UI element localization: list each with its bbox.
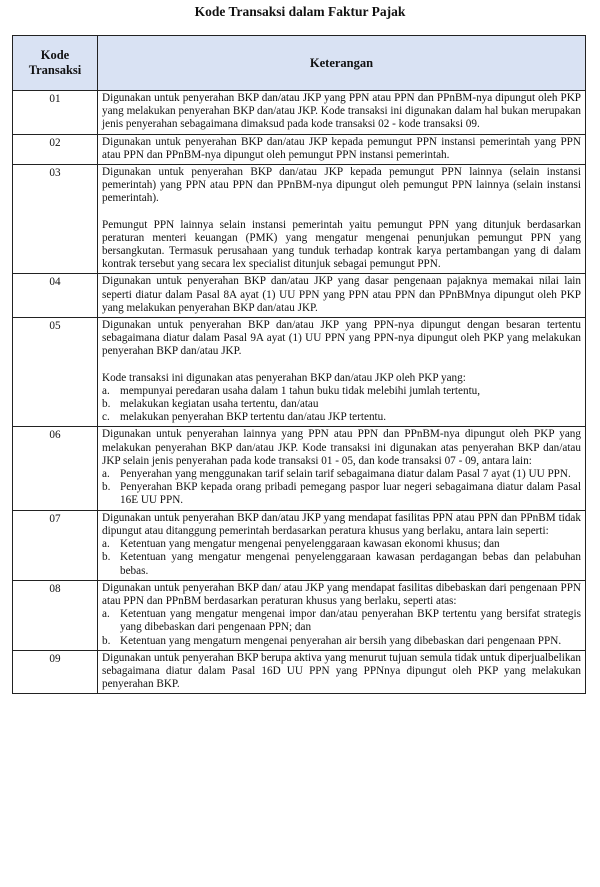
list-item-text: Ketentuan yang mengatur mengenai penyelenggaraan kawasan perdagangan bebas dan pelabuhan bebas. — [120, 551, 581, 577]
list-item — [102, 635, 581, 648]
transaction-description — [98, 165, 586, 274]
list-item-text: Ketentuan yang mengatur mengenai impor dan/atau penyerahan BKP tertentu yang bersifat strategis yang dibebaskan dari pengenaan PPN; dan — [120, 608, 581, 634]
description-list — [102, 608, 581, 648]
description-list — [102, 538, 581, 578]
description-paragraph: Digunakan untuk penyerahan BKP dan/atau JKP yang dasar pengenaan pajaknya memakai nilai lain seperti diatur dalam Pasal 8A ayat (1) UU PPN yang PPN atau PPN dan PPnBMnya dipungut oleh PKP yang melakukan penyerahan BKP dan/atau JKP. — [102, 275, 581, 314]
description-paragraph: Digunakan untuk penyerahan BKP dan/atau JKP yang PPN-nya dipungut dengan besaran tertentu sebagaimana diatur dalam Pasal 9A ayat (1) UU PPN yang PPN-nya dipungut oleh PKP yang melakukan penyerahan BKP dan/atau JKP. — [102, 319, 581, 358]
table-row — [13, 134, 586, 164]
paragraph-gap — [102, 359, 581, 372]
description-paragraph: Digunakan untuk penyerahan BKP dan/atau JKP yang mendapat fasilitas PPN atau PPN dan PPnBM tidak dipungut atau ditanggung pemerintah berdasarkan peratura khusus yang berlaku, antara lain seperti: — [102, 511, 581, 537]
list-item-text: mempunyai peredaran usaha dalam 1 tahun buku tidak melebihi jumlah tertentu, — [120, 384, 481, 397]
list-item-marker: a. — [102, 384, 110, 397]
table-row — [13, 318, 586, 427]
table-row — [13, 165, 586, 274]
description-paragraph: Pemungut PPN lainnya selain instansi pemerintah yaitu pemungut PPN yang ditunjuk berdasarkan peraturan menteri keuangan (PMK) yang mengatur mengenai penunjukan pemungut PPN yang bersangkutan. Termasuk perusahaan yang tunduk terhadap kontrak karya pertambangan yang di dalam kontrak tersebut yang secara lex specialist ditunjuk sebagai pemungut PPN. — [102, 218, 581, 271]
list-item-text: Penyerahan yang menggunakan tarif selain tarif sebagaimana diatur dalam Pasal 7 ayat (1) UU PPN. — [120, 468, 571, 481]
transaction-code: 03 — [13, 165, 98, 274]
list-item-text: Ketentuan yang mengatur mengenai penyelenggaraan kawasan ekonomi khusus; dan — [120, 538, 500, 551]
list-item-text: melakukan kegiatan usaha tertentu, dan/atau — [120, 398, 319, 411]
transaction-description — [98, 318, 586, 427]
list-item-text: melakukan penyerahan BKP tertentu dan/atau JKP tertentu. — [120, 411, 387, 424]
transaction-code: 08 — [13, 580, 98, 650]
table-row — [13, 427, 586, 510]
transaction-description — [98, 580, 586, 650]
list-item-marker: b. — [102, 634, 111, 647]
list-item-marker: a. — [102, 608, 110, 621]
list-item — [102, 468, 581, 481]
list-item-marker: b. — [102, 551, 111, 564]
transaction-code: 02 — [13, 134, 98, 164]
description-paragraph: Digunakan untuk penyerahan BKP dan/atau JKP yang PPN atau PPN dan PPnBM-nya dipungut oleh PKP yang melakukan penyerahan BKP dan/atau JKP. Kode transaksi ini digunakan dalam hal bukan merupakan jenis penyerahan sebagaimana dimaksud pada kode transaksi 02 - kode transaksi 09. — [102, 92, 581, 131]
table-body — [13, 91, 586, 694]
list-item — [102, 385, 581, 398]
transaction-code: 06 — [13, 427, 98, 510]
description-paragraph: Digunakan untuk penyerahan BKP dan/ atau JKP yang mendapat fasilitas dibebaskan dari pengenaan PPN atau PPN dan PPnBM berdasarkan peraturan khusus yang berlaku, seperti atas: — [102, 581, 581, 607]
header-code: Kode Transaksi — [13, 36, 98, 91]
list-item-text: Penyerahan BKP kepada orang pribadi pemegang paspor luar negeri sebagaimana diatur dalam Pasal 16E UU PPN. — [120, 481, 581, 507]
list-item — [102, 608, 581, 634]
document-title: Kode Transaksi dalam Faktur Pajak — [194, 4, 406, 19]
list-item — [102, 411, 581, 424]
description-paragraph: Digunakan untuk penyerahan BKP berupa aktiva yang menurut tujuan semula tidak untuk diperjualbelikan sebagaimana diatur dalam Pasal 16D UU PPN yang PPNnya dipungut oleh PKP yang melakukan penyerahan BKP. — [102, 651, 581, 691]
header-description: Keterangan — [98, 36, 586, 91]
transaction-code: 01 — [13, 91, 98, 135]
transaction-description — [98, 134, 586, 164]
table-row — [13, 274, 586, 318]
list-item — [102, 481, 581, 507]
list-item — [102, 398, 581, 411]
transaction-code: 09 — [13, 650, 98, 694]
transaction-description — [98, 427, 586, 510]
list-item — [102, 538, 581, 551]
description-paragraph: Kode transaksi ini digunakan atas penyerahan BKP dan/atau JKP oleh PKP yang: — [102, 371, 466, 384]
table-row — [13, 580, 586, 650]
transaction-description — [98, 510, 586, 580]
description-paragraph: Digunakan untuk penyerahan lainnya yang PPN atau PPN dan PPnBM-nya dipungut oleh PKP yang melakukan penyerahan BKP dan/atau JKP. Kode transaksi ini digunakan atas penyerahan BKP dan/atau JKP selain jenis penyerahan pada kode transaksi 01 - 05, dan kode transaksi 07 - 09, antara lain: — [102, 428, 581, 467]
table-row — [13, 91, 586, 135]
description-list — [102, 468, 581, 508]
list-item-marker: b. — [102, 481, 111, 494]
table-header-row — [13, 36, 586, 91]
table-row — [13, 650, 586, 694]
list-item-marker: a. — [102, 468, 110, 481]
paragraph-gap — [102, 206, 581, 219]
list-item-text: Ketentuan yang mengaturn mengenai penyerahan air bersih yang dibebaskan dari pengenaan PPN. — [120, 634, 562, 647]
description-paragraph: Digunakan untuk penyerahan BKP dan/atau JKP kepada pemungut PPN lainnya (selain instansi pemerintah) yang PPN atau PPN dan PPnBM-nya dipungut oleh pemungut PPN lainnya (selain instansi pemerintah). — [102, 166, 581, 205]
transaction-code-table — [12, 35, 586, 694]
transaction-code: 04 — [13, 274, 98, 318]
list-item — [102, 551, 581, 577]
transaction-description — [98, 274, 586, 318]
transaction-description — [98, 650, 586, 694]
list-item-marker: a. — [102, 538, 110, 551]
transaction-description — [98, 91, 586, 135]
transaction-code: 07 — [13, 510, 98, 580]
list-item-marker: b. — [102, 398, 111, 411]
list-item-marker: c. — [102, 411, 110, 424]
description-list — [102, 385, 581, 425]
table-row — [13, 510, 586, 580]
transaction-code: 05 — [13, 318, 98, 427]
description-paragraph: Digunakan untuk penyerahan BKP dan/atau JKP kepada pemungut PPN instansi pemerintah yang PPN atau PPN dan PPnBM-nya dipungut oleh pemungut PPN instansi pemerintah. — [102, 135, 581, 161]
